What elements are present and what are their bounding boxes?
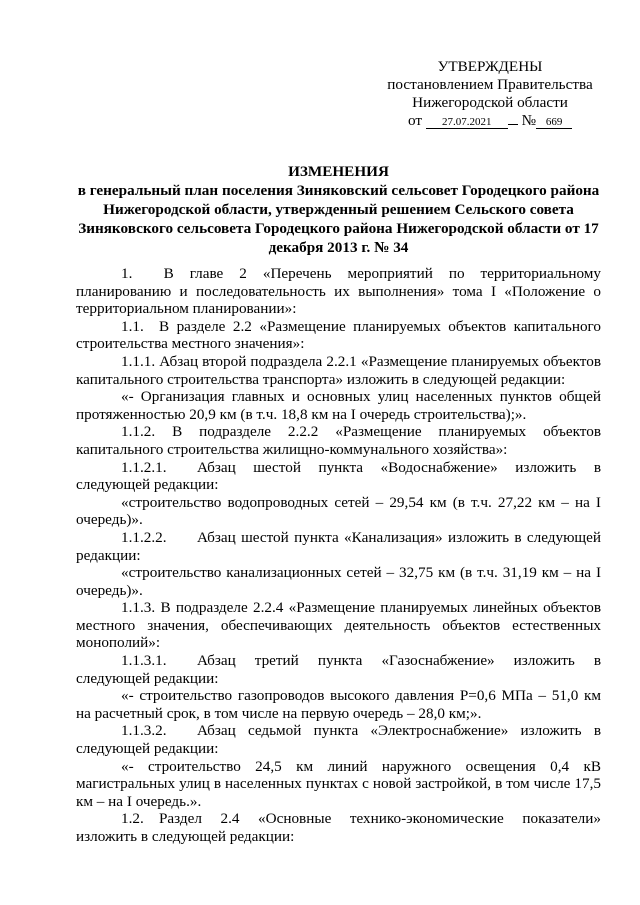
paragraph: «- Организация главных и основных улиц населенных пунктов общей протяженностью 20,9 км (в т.ч. 18,8 км на I очередь строительства);». [76,388,601,423]
approval-number: 669 [536,116,572,129]
document-body [76,265,601,846]
document-title [76,162,601,257]
paragraph: 1.1.3.1. Абзац третий пункта «Газоснабжение» изложить в следующей редакции: [76,652,601,687]
approval-block [380,58,600,130]
paragraph: 1. В главе 2 «Перечень мероприятий по территориальному планированию и последовательность их выполнения» тома I «Положение о территориальном планировании»: [76,265,601,318]
from-label: от [407,112,422,129]
paragraph: 1.1.2.2. Абзац шестой пункта «Канализация» изложить в следующей редакции: [76,528,601,564]
paragraph: 1.1.3. В подразделе 2.2.4 «Размещение планируемых линейных объектов местного значения, обеспечивающих деятельность объектов естественных монополий»: [76,599,601,652]
title-heading: ИЗМЕНЕНИЯ [288,163,389,180]
date-underline-gap [508,124,518,125]
approval-line-decree: постановлением Правительства [387,76,593,93]
approval-heading: УТВЕРЖДЕНЫ [437,58,543,75]
paragraph: «- строительство 24,5 км линий наружного освещения 0,4 кВ магистральных улиц в населенных пунктах с новой застройкой, в том числе 17,5 км – на I очередь.». [76,757,601,810]
approval-line-region: Нижегородской области [412,94,568,111]
approval-date: 27.07.2021 [426,116,508,129]
paragraph: 1.1.2.1. Абзац шестой пункта «Водоснабжение» изложить в следующей редакции: [76,458,601,494]
number-label: № [521,112,537,129]
paragraph: «- строительство газопроводов высокого давления Р=0,6 МПа – 51,0 км на расчетный срок, в том числе на первую очередь – 28,0 км;». [76,687,601,722]
paragraph: 1.2. Раздел 2.4 «Основные технико-экономические показатели» изложить в следующей редакции: [76,810,601,845]
paragraph: 1.1.3.2. Абзац седьмой пункта «Электроснабжение» изложить в следующей редакции: [76,722,601,758]
paragraph: 1.1. В разделе 2.2 «Размещение планируемых объектов капитального строительства местного значения»: [76,317,601,353]
paragraph: «строительство канализационных сетей – 32,75 км (в т.ч. 31,19 км – на I очередь)». [76,564,601,599]
paragraph: 1.1.1. Абзац второй подраздела 2.2.1 «Размещение планируемых объектов капитального строительства транспорта» изложить в следующей редакции: [76,352,601,388]
title-subtitle: в генеральный план поселения Зиняковский сельсовет Городецкого района Нижегородской области, утвержденный решением Сельского совета Зиняковского сельсовета Городецкого района Нижегородской области от 17 декабря 2013 г. № 34 [77,182,600,256]
approval-date-number [380,112,600,130]
paragraph: 1.1.2. В подразделе 2.2.2 «Размещение планируемых объектов капитального строительства жилищно-коммунального хозяйства»: [76,423,601,458]
paragraph: «строительство водопроводных сетей – 29,54 км (в т.ч. 27,22 км – на I очередь)». [76,493,601,529]
